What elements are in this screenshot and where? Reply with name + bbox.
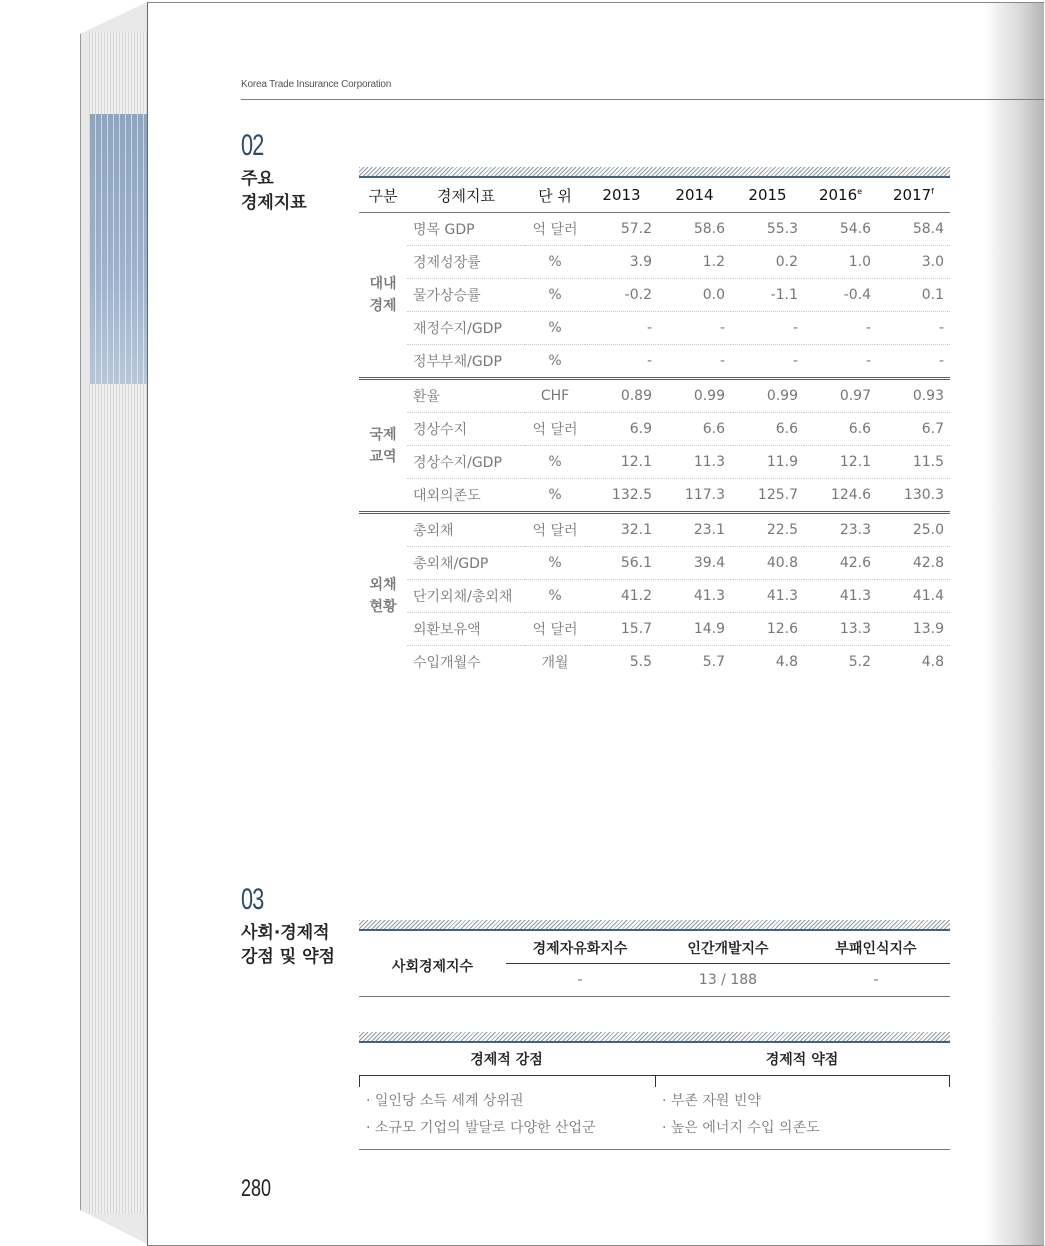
table-row [359, 446, 950, 479]
table-row [359, 279, 950, 312]
group-label-line2: 교역 [369, 448, 397, 465]
table-row [359, 580, 950, 613]
forecast-marker: f [931, 187, 934, 196]
section-2-number: 02 [241, 129, 264, 162]
table-row [359, 613, 950, 646]
econ-freedom-index-header: 경제자유화지수 [506, 933, 654, 964]
group-label-line1: 국제 [369, 426, 397, 443]
indicator-name: 총외채 [407, 513, 525, 547]
indicator-name: 단기외채/총외채 [407, 580, 525, 613]
indicator-value: 0.0 [658, 279, 731, 312]
section-3-title-line2: 강점 및 약점 [241, 947, 335, 967]
group-label-line2: 경제 [369, 298, 397, 314]
indicator-name: 경상수지/GDP [407, 446, 525, 479]
indicator-value: 41.2 [585, 580, 658, 613]
indicator-value: 6.7 [877, 413, 950, 446]
indicator-value: 0.99 [658, 379, 731, 413]
indicator-value: 12.6 [731, 613, 804, 646]
indicator-value: 0.89 [585, 379, 658, 413]
indicator-value: 0.97 [804, 379, 877, 413]
indicator-group [359, 513, 950, 679]
book-page-edges [80, 2, 151, 1244]
indicator-value: 5.2 [848, 654, 871, 670]
indicator-unit: % [525, 312, 585, 345]
bracket-right [949, 1075, 950, 1087]
section-2-title-line1: 주요 [241, 169, 274, 189]
indicator-value: 132.5 [611, 487, 652, 503]
indicator-value: 124.6 [830, 487, 871, 503]
indicator-unit: % [525, 547, 585, 580]
corruption-index-header: 부패인식지수 [802, 933, 950, 964]
indicator-value: 125.7 [757, 487, 798, 503]
col-header-2013: 2013 [602, 186, 641, 204]
indicator-value: 54.6 [804, 213, 877, 246]
indicator-value: - [877, 312, 950, 345]
group-label-line1: 대내 [369, 276, 397, 292]
indicator-unit: 개월 [541, 655, 569, 671]
table-row [359, 345, 950, 379]
indicator-unit: CHF [525, 379, 585, 413]
indicator-unit: % [548, 353, 562, 369]
section-3-number: 03 [241, 883, 264, 916]
indicator-name: 외환보유액 [407, 613, 525, 646]
indicator-group [359, 379, 950, 513]
indicator-value: 11.3 [658, 446, 731, 479]
indicator-value: 0.1 [877, 279, 950, 312]
indicator-value: 0.93 [877, 379, 950, 413]
indicator-value: - [792, 353, 798, 369]
group-label-line1: 외채 [369, 577, 397, 593]
section-2-title [241, 167, 307, 215]
header-rule [241, 99, 1044, 100]
strength-weakness-bottom-rule [359, 1149, 950, 1150]
indicator-value: 41.3 [658, 580, 731, 613]
page-number: 280 [241, 1175, 272, 1202]
indicator-value: 58.6 [658, 213, 731, 246]
indicator-value: 56.1 [585, 547, 658, 580]
group-label-line2: 현황 [369, 599, 397, 615]
indicator-value: 11.9 [731, 446, 804, 479]
indicator-name: 총외채/GDP [407, 547, 525, 580]
indicator-value: 6.6 [731, 413, 804, 446]
strength-weakness-hatch-bar [359, 1032, 950, 1043]
indicator-unit: 억 달러 [525, 213, 585, 246]
index-row-header: 사회경제지수 [391, 959, 474, 975]
group-label [359, 513, 407, 679]
indicator-value: 32.1 [585, 513, 658, 547]
book-page [147, 2, 1044, 1246]
year-2017-label: 2017 [892, 186, 932, 204]
indicator-value: 39.4 [658, 547, 731, 580]
indicator-value: 15.7 [585, 613, 658, 646]
weaknesses-title: 경제적 약점 [765, 1052, 839, 1068]
indicator-value: 55.3 [731, 213, 804, 246]
indicator-value: 57.2 [585, 213, 658, 246]
bracket-left [359, 1075, 360, 1087]
indicator-value: 58.4 [877, 213, 950, 246]
indicator-value: - [731, 312, 804, 345]
col-header-2014: 2014 [675, 186, 714, 204]
indicator-value: - [646, 353, 652, 369]
index-table-hatch-bar [359, 920, 950, 931]
table-row [359, 479, 950, 513]
col-header-indicator: 경제지표 [437, 186, 495, 205]
indicator-value: 3.0 [877, 246, 950, 279]
year-2016-label: 2016 [818, 186, 858, 204]
indicator-value: 0.99 [731, 379, 804, 413]
indicator-name: 대외의존도 [413, 488, 481, 504]
indicator-name: 경제성장률 [407, 246, 525, 279]
indicator-value: 41.4 [877, 580, 950, 613]
col-header-unit: 단 위 [538, 186, 572, 205]
table-top-hatch-bar [359, 167, 950, 178]
indicator-value: 23.1 [658, 513, 731, 547]
indicator-unit: % [525, 446, 585, 479]
estimate-marker: e [857, 187, 863, 196]
indicator-name: 물가상승률 [407, 279, 525, 312]
indicator-value: 6.9 [585, 413, 658, 446]
strength-item: · 소규모 기업의 발달로 다양한 산업군 [366, 1120, 596, 1136]
col-header-2016 [804, 178, 877, 213]
indicator-value: 12.1 [804, 446, 877, 479]
indicator-value: 3.9 [585, 246, 658, 279]
indicator-value: 23.3 [804, 513, 877, 547]
weakness-item: · 높은 에너지 수입 의존도 [662, 1120, 820, 1136]
socioeconomic-index-table [359, 933, 950, 999]
indicator-value: 42.8 [877, 547, 950, 580]
indicator-value: 25.0 [877, 513, 950, 547]
table-row [359, 246, 950, 279]
indicator-group [359, 213, 950, 379]
col-header-2015: 2015 [748, 186, 787, 204]
economic-indicators-table [359, 178, 950, 678]
indicator-value: 13.3 [804, 613, 877, 646]
indicator-unit: % [548, 487, 562, 503]
indicator-value: 4.8 [775, 654, 798, 670]
human-dev-index-header: 인간개발지수 [654, 933, 802, 964]
indicator-value: 40.8 [731, 547, 804, 580]
section-3-title [241, 921, 335, 969]
indicator-value: - [938, 353, 944, 369]
table-row [359, 513, 950, 547]
indicator-value: 14.9 [658, 613, 731, 646]
indicator-value: 6.6 [658, 413, 731, 446]
indicator-name: 환율 [407, 379, 525, 413]
indicator-value: -0.4 [804, 279, 877, 312]
indicator-value: 1.2 [658, 246, 731, 279]
indicator-value: - [658, 312, 731, 345]
section-2-title-line2: 경제지표 [241, 193, 307, 213]
table-row [359, 213, 950, 246]
indicator-value: 0.2 [731, 246, 804, 279]
indicator-value: 42.6 [804, 547, 877, 580]
human-dev-index-value: 13 / 188 [698, 972, 758, 988]
indicator-value: 5.7 [702, 654, 725, 670]
indicator-value: 1.0 [804, 246, 877, 279]
indicator-name: 재정수지/GDP [407, 312, 525, 345]
running-header: Korea Trade Insurance Corporation [241, 79, 392, 90]
corruption-index-value: - [873, 972, 879, 988]
indicator-unit: 억 달러 [525, 613, 585, 646]
indicator-unit: % [525, 279, 585, 312]
table-row [359, 413, 950, 446]
indicator-value: 5.5 [629, 654, 652, 670]
indicator-value: - [865, 353, 871, 369]
indicator-value: 22.5 [731, 513, 804, 547]
indicator-value: 13.9 [877, 613, 950, 646]
indicator-value: -0.2 [585, 279, 658, 312]
indicator-unit: % [525, 580, 585, 613]
indicator-value: 41.3 [804, 580, 877, 613]
bracket-middle [655, 1075, 656, 1087]
indicator-value: - [585, 312, 658, 345]
indicator-value: - [719, 353, 725, 369]
table-header-row [359, 178, 950, 213]
group-label [359, 379, 407, 513]
indicator-name: 수입개월수 [413, 655, 481, 671]
indicator-unit: 억 달러 [525, 513, 585, 547]
weakness-item: · 부존 자원 빈약 [662, 1093, 761, 1109]
col-header-category: 구분 [368, 186, 398, 205]
section-3-title-line1: 사회·경제적 [241, 923, 330, 943]
col-header-2017 [877, 178, 950, 213]
indicator-unit: % [525, 246, 585, 279]
strength-item: · 일인당 소득 세계 상위권 [366, 1093, 524, 1109]
table-row [359, 379, 950, 413]
econ-freedom-index-value: - [577, 972, 583, 988]
strengths-title: 경제적 강점 [470, 1052, 543, 1068]
indicator-value: 4.8 [921, 654, 944, 670]
indicator-value: -1.1 [731, 279, 804, 312]
table-row [359, 547, 950, 580]
colored-page-edge-band [89, 114, 151, 384]
indicator-value: 41.3 [731, 580, 804, 613]
indicator-value: 117.3 [684, 487, 725, 503]
indicator-value: 12.1 [585, 446, 658, 479]
indicator-value: - [804, 312, 877, 345]
table-row [359, 646, 950, 679]
indicator-name: 경상수지 [407, 413, 525, 446]
group-label [359, 213, 407, 379]
indicator-value: 11.5 [877, 446, 950, 479]
page-gutter-shadow [984, 3, 1044, 1245]
indicator-value: 6.6 [804, 413, 877, 446]
indicator-unit: 억 달러 [525, 413, 585, 446]
indicator-name: 명목 GDP [407, 213, 525, 246]
indicator-value: 130.3 [903, 487, 944, 503]
indicator-name: 정부부채/GDP [413, 354, 502, 370]
table-row [359, 312, 950, 345]
